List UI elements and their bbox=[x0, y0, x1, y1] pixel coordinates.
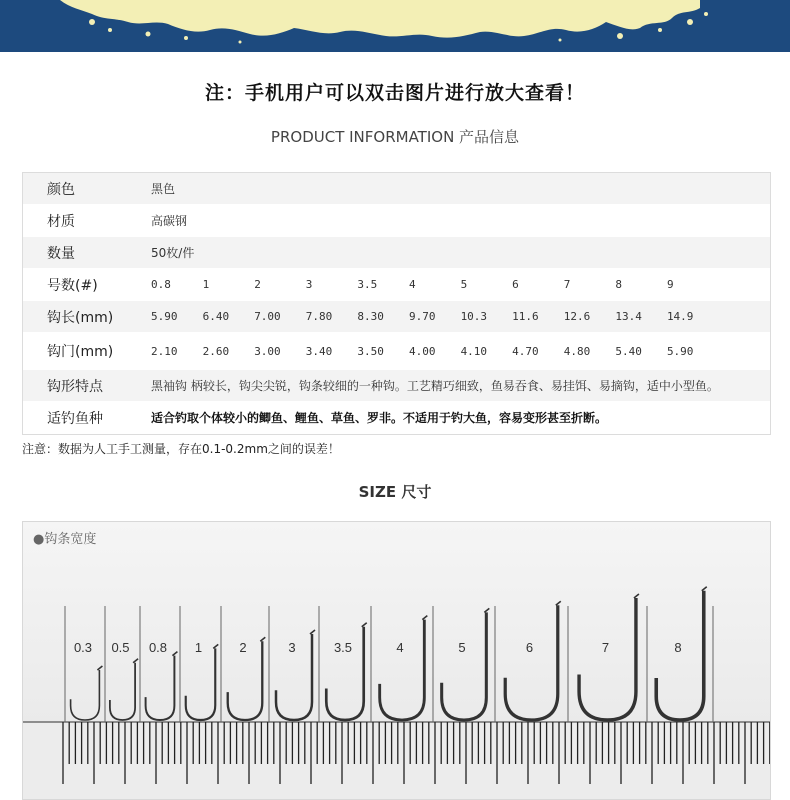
cell: 8.30 bbox=[357, 310, 384, 323]
row-value: 黑色 bbox=[151, 182, 176, 196]
top-banner bbox=[0, 0, 790, 52]
row-value: 高碳钢 bbox=[151, 214, 188, 228]
row-label: 适钓鱼种 bbox=[47, 410, 103, 427]
cell: 3 bbox=[305, 278, 313, 291]
row-label: 钩形特点 bbox=[47, 378, 103, 395]
cell: 5.90 bbox=[666, 344, 694, 358]
cell: 3.40 bbox=[305, 344, 333, 358]
cell: 10.3 bbox=[460, 310, 488, 323]
hook-size-label: 6 bbox=[525, 640, 534, 655]
row-cells bbox=[151, 345, 719, 358]
cell: 11.6 bbox=[512, 310, 539, 323]
row-cells bbox=[151, 310, 719, 323]
hook-size-label: 0.8 bbox=[148, 640, 168, 655]
hook-size-label: 1 bbox=[194, 640, 203, 655]
row-value: 50枚/件 bbox=[151, 246, 195, 260]
product-information-title: PRODUCT INFORMATION 产品信息 bbox=[270, 128, 520, 146]
wire-width-label: ●钩条宽度 bbox=[33, 532, 97, 547]
row-label: 材质 bbox=[47, 213, 75, 230]
cell: 6 bbox=[512, 278, 519, 291]
cell: 4 bbox=[408, 278, 416, 291]
row-label: 颜色 bbox=[47, 181, 75, 198]
table-row-material bbox=[23, 205, 770, 237]
cell: 4.70 bbox=[512, 344, 539, 358]
hook-size-label: 3.5 bbox=[333, 640, 353, 655]
cell: 5.90 bbox=[151, 310, 178, 323]
table-row-hook-gap bbox=[23, 333, 770, 370]
hook-size-label: 3 bbox=[288, 640, 296, 655]
mobile-zoom-notice: 注：手机用户可以双击图片进行放大查看！ bbox=[204, 82, 585, 104]
cell: 7 bbox=[563, 278, 571, 291]
table-row-quantity bbox=[23, 237, 770, 269]
cell: 13.4 bbox=[615, 310, 642, 323]
row-cells bbox=[151, 278, 719, 291]
row-label: 钩长(mm) bbox=[47, 309, 114, 326]
hook-size-label: 8 bbox=[674, 640, 682, 655]
hooks-on-ruler-illustration bbox=[23, 522, 771, 800]
table-row-color bbox=[23, 173, 770, 205]
table-row-size-number bbox=[23, 269, 770, 301]
cell: 3.00 bbox=[254, 344, 281, 358]
row-label: 号数(#) bbox=[47, 277, 98, 294]
hook-size-label: 0.3 bbox=[73, 640, 93, 655]
cell: 2.10 bbox=[151, 344, 178, 358]
cell: 6.40 bbox=[202, 310, 230, 323]
table-row-hook-features bbox=[23, 370, 770, 402]
cell: 0.8 bbox=[151, 278, 171, 291]
cell: 7.00 bbox=[254, 310, 281, 323]
product-spec-table bbox=[22, 172, 771, 435]
cell: 2.60 bbox=[202, 344, 230, 358]
cell: 5 bbox=[460, 278, 468, 291]
banner-splash-graphic bbox=[0, 0, 790, 52]
row-value: 黑袖钩 柄较长，钩尖尖锐，钩条较细的一种钩。工艺精巧细致，鱼易吞食、易挂饵、易摘钩，适中小型鱼。 bbox=[151, 379, 719, 393]
hook-size-photo bbox=[22, 521, 771, 800]
measurement-error-note: 注意：数据为人工手工测量，存在0.1-0.2mm之间的误差！ bbox=[22, 442, 340, 456]
hook-size-label: 0.5 bbox=[111, 640, 130, 655]
size-section-title: SIZE 尺寸 bbox=[358, 483, 432, 501]
table-row-target-fish bbox=[23, 402, 770, 434]
cell: 3.50 bbox=[357, 344, 384, 358]
cell: 9 bbox=[666, 278, 674, 291]
hook-size-label: 2 bbox=[239, 640, 247, 655]
cell: 4.10 bbox=[460, 344, 488, 358]
table-row-hook-length bbox=[23, 301, 770, 333]
cell: 2 bbox=[254, 278, 261, 291]
cell: 7.80 bbox=[305, 310, 333, 323]
cell: 9.70 bbox=[408, 310, 436, 323]
row-label: 钩门(mm) bbox=[47, 344, 114, 360]
cell: 3.5 bbox=[357, 278, 378, 291]
cell: 14.9 bbox=[666, 310, 694, 323]
cell: 5.40 bbox=[615, 344, 642, 358]
cell: 12.6 bbox=[563, 310, 591, 323]
hook-size-label: 4 bbox=[396, 640, 404, 655]
cell: 8 bbox=[615, 278, 622, 291]
hook-size-label: 7 bbox=[601, 640, 610, 655]
row-value: 适合钓取个体较小的鲫鱼、鲤鱼、草鱼、罗非。不适用于钓大鱼，容易变形甚至折断。 bbox=[151, 411, 608, 425]
hook-size-label: 5 bbox=[458, 640, 466, 655]
cell: 4.80 bbox=[563, 344, 591, 358]
cell: 4.00 bbox=[408, 344, 436, 358]
cell: 1 bbox=[202, 278, 210, 291]
row-label: 数量 bbox=[47, 245, 75, 262]
